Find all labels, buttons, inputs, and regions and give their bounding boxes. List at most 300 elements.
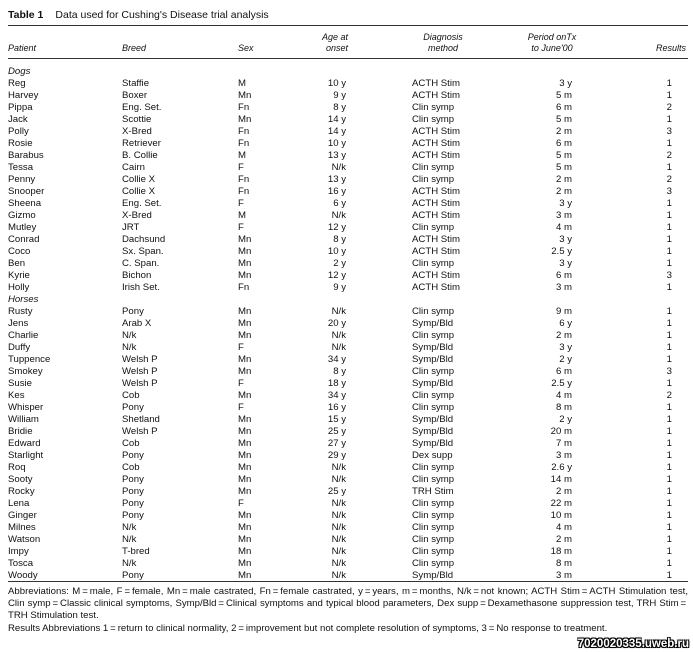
cell-period: 3 y	[559, 342, 572, 353]
cell-results: 1	[666, 402, 672, 413]
cell-patient: Ginger	[8, 510, 37, 521]
cell-age: N/k	[331, 570, 346, 581]
cell-diag: ACTH Stim	[412, 138, 460, 149]
cell-results: 1	[666, 438, 672, 449]
cell-period: 3 m	[556, 570, 572, 581]
cell-breed: Dachsund	[122, 234, 166, 245]
cell-period: 6 y	[559, 318, 572, 329]
cell-sex: Mn	[238, 426, 252, 437]
header-period-line1: Period onTx	[527, 32, 577, 42]
cell-period: 6 m	[556, 102, 572, 113]
cell-period: 2 m	[556, 174, 572, 185]
header-age-line1: Age at	[321, 32, 348, 42]
cell-diag: Clin symp	[412, 402, 455, 413]
cell-results: 1	[666, 330, 672, 341]
cell-period: 2 m	[556, 330, 572, 341]
cell-results: 1	[666, 282, 672, 293]
cell-period: 20 m	[550, 426, 572, 437]
header-period-line2: to June'00	[531, 43, 573, 53]
cell-patient: Holly	[8, 282, 30, 293]
cell-results: 1	[666, 510, 672, 521]
table-row	[0, 546, 693, 558]
cell-sex: Mn	[238, 258, 252, 269]
cell-period: 6 m	[556, 366, 572, 377]
cell-period: 9 m	[556, 306, 572, 317]
cell-sex: Mn	[238, 534, 252, 545]
cell-patient: Tessa	[8, 162, 34, 173]
cell-period: 7 m	[556, 438, 572, 449]
cell-patient: Duffy	[8, 342, 31, 353]
cell-period: 2 y	[559, 354, 572, 365]
cell-age: 8 y	[333, 366, 346, 377]
cell-age: 9 y	[333, 90, 346, 101]
cell-breed: Welsh P	[122, 426, 158, 437]
cell-diag: ACTH Stim	[412, 150, 460, 161]
table-row	[0, 198, 693, 210]
cell-age: 16 y	[327, 402, 346, 413]
cell-sex: Mn	[238, 438, 252, 449]
cell-age: N/k	[331, 510, 346, 521]
cell-sex: Mn	[238, 318, 252, 329]
cell-age: N/k	[331, 462, 346, 473]
cell-age: 25 y	[327, 426, 346, 437]
cell-sex: M	[238, 210, 246, 221]
cell-sex: F	[238, 198, 244, 209]
cell-results: 1	[666, 78, 672, 89]
cell-breed: Irish Set.	[122, 282, 160, 293]
cell-patient: Rusty	[8, 306, 33, 317]
cell-sex: Mn	[238, 486, 252, 497]
cell-patient: Impy	[8, 546, 29, 557]
cell-breed: Collie X	[122, 174, 156, 185]
cell-diag: Symp/Bld	[412, 378, 454, 389]
cell-sex: Mn	[238, 570, 252, 581]
cell-period: 2 m	[556, 534, 572, 545]
header-age-line2: onset	[325, 43, 348, 53]
cell-age: N/k	[331, 558, 346, 569]
cell-period: 5 m	[556, 114, 572, 125]
table-row	[0, 342, 693, 354]
cell-patient: Polly	[8, 126, 29, 137]
table-row	[0, 438, 693, 450]
cell-patient: Edward	[8, 438, 41, 449]
cell-sex: Mn	[238, 546, 252, 557]
cell-age: N/k	[331, 342, 346, 353]
cell-results: 1	[666, 114, 672, 125]
cell-diag: Clin symp	[412, 102, 455, 113]
footnote-results: Results Abbreviations 1 = return to clinical normality, 2 = improvement but not complete resolution of symptoms, 3 = No response to treatment.	[8, 623, 608, 634]
cell-age: 16 y	[327, 186, 346, 197]
cell-patient: Rosie	[8, 138, 33, 149]
cell-diag: Clin symp	[412, 330, 455, 341]
cell-breed: JRT	[122, 222, 140, 233]
cell-breed: N/k	[122, 342, 137, 353]
cell-patient: Susie	[8, 378, 32, 389]
cell-breed: Pony	[122, 498, 144, 509]
cell-patient: Harvey	[8, 90, 39, 101]
cell-age: N/k	[331, 534, 346, 545]
cell-period: 2 y	[559, 414, 572, 425]
table-row	[0, 282, 693, 294]
cell-period: 4 m	[556, 390, 572, 401]
cell-sex: F	[238, 402, 244, 413]
cell-breed: Pony	[122, 474, 144, 485]
cell-age: 29 y	[327, 450, 346, 461]
cell-sex: M	[238, 78, 246, 89]
table-row	[0, 222, 693, 234]
cell-period: 3 y	[559, 198, 572, 209]
cell-diag: ACTH Stim	[412, 186, 460, 197]
cell-results: 2	[666, 174, 672, 185]
cell-age: 27 y	[327, 438, 346, 449]
cell-sex: Fn	[238, 138, 250, 149]
cell-sex: Fn	[238, 126, 250, 137]
cell-results: 1	[666, 474, 672, 485]
cell-patient: Roq	[8, 462, 26, 473]
table-row	[0, 138, 693, 150]
cell-diag: Symp/Bld	[412, 342, 454, 353]
cell-age: 10 y	[327, 138, 346, 149]
cell-patient: Tosca	[8, 558, 34, 569]
cell-breed: N/k	[122, 534, 137, 545]
cell-results: 1	[666, 162, 672, 173]
header-diagnosis-line2: method	[427, 43, 459, 53]
cell-age: N/k	[331, 474, 346, 485]
table-row	[0, 234, 693, 246]
cell-diag: Dex supp	[412, 450, 453, 461]
cell-results: 1	[666, 342, 672, 353]
section-heading	[0, 66, 693, 78]
cell-period: 5 m	[556, 150, 572, 161]
cell-diag: Clin symp	[412, 474, 455, 485]
table-row	[0, 306, 693, 318]
cell-breed: Cob	[122, 438, 140, 449]
cell-period: 3 m	[556, 450, 572, 461]
cell-breed: N/k	[122, 330, 137, 341]
cell-breed: X-Bred	[122, 210, 152, 221]
cell-results: 1	[666, 234, 672, 245]
cell-sex: Mn	[238, 522, 252, 533]
cell-period: 3 y	[559, 234, 572, 245]
cell-age: N/k	[331, 546, 346, 557]
cell-results: 2	[666, 102, 672, 113]
cell-breed: Cairn	[122, 162, 145, 173]
cell-period: 14 m	[550, 474, 572, 485]
header-sex: Sex	[238, 43, 254, 53]
cell-diag: Clin symp	[412, 558, 455, 569]
cell-breed: Eng. Set.	[122, 198, 162, 209]
cell-diag: Clin symp	[412, 546, 455, 557]
cell-sex: Mn	[238, 450, 252, 461]
cell-breed: Pony	[122, 402, 144, 413]
header-period	[510, 32, 594, 54]
cell-age: 10 y	[327, 246, 346, 257]
cell-patient: Jens	[8, 318, 29, 329]
cell-age: 34 y	[327, 390, 346, 401]
cell-results: 1	[666, 222, 672, 233]
cell-sex: Mn	[238, 474, 252, 485]
cell-age: N/k	[331, 306, 346, 317]
cell-period: 2 m	[556, 126, 572, 137]
cell-diag: Symp/Bld	[412, 570, 454, 581]
cell-age: 14 y	[327, 126, 346, 137]
cell-patient: Charlie	[8, 330, 39, 341]
header-rule	[8, 58, 688, 59]
table-row	[0, 78, 693, 90]
cell-patient: Rocky	[8, 486, 35, 497]
cell-results: 1	[666, 462, 672, 473]
cell-results: 1	[666, 198, 672, 209]
header-age	[296, 32, 348, 54]
cell-breed: Scottie	[122, 114, 152, 125]
cell-breed: Shetland	[122, 414, 160, 425]
cell-diag: Clin symp	[412, 390, 455, 401]
cell-patient: Tuppence	[8, 354, 51, 365]
cell-patient: Jack	[8, 114, 28, 125]
cell-diag: Symp/Bld	[412, 426, 454, 437]
table-row	[0, 474, 693, 486]
cell-patient: Barabus	[8, 150, 44, 161]
cell-age: 10 y	[327, 78, 346, 89]
section-heading	[0, 294, 693, 306]
cell-age: 34 y	[327, 354, 346, 365]
cell-patient: Watson	[8, 534, 41, 545]
cell-breed: Sx. Span.	[122, 246, 164, 257]
cell-results: 3	[666, 366, 672, 377]
cell-breed: Boxer	[122, 90, 148, 101]
cell-patient: Reg	[8, 78, 26, 89]
cell-sex: Mn	[238, 330, 252, 341]
cell-diag: ACTH Stim	[412, 126, 460, 137]
cell-patient: Bridie	[8, 426, 33, 437]
cell-sex: F	[238, 498, 244, 509]
section-label: Dogs	[8, 66, 31, 77]
cell-period: 5 m	[556, 90, 572, 101]
cell-results: 1	[666, 426, 672, 437]
cell-breed: Cob	[122, 390, 140, 401]
cell-sex: Fn	[238, 102, 250, 113]
table-label: Table 1	[8, 9, 44, 21]
cell-patient: Lena	[8, 498, 30, 509]
header-results: Results	[655, 43, 686, 53]
cell-diag: Clin symp	[412, 306, 455, 317]
cell-diag: Clin symp	[412, 522, 455, 533]
cell-period: 8 m	[556, 558, 572, 569]
cell-period: 3 y	[559, 258, 572, 269]
cell-results: 1	[666, 378, 672, 389]
cell-diag: Symp/Bld	[412, 414, 454, 425]
cell-breed: Welsh P	[122, 378, 158, 389]
table-row	[0, 366, 693, 378]
cell-results: 1	[666, 546, 672, 557]
cell-breed: Welsh P	[122, 354, 158, 365]
cell-sex: M	[238, 150, 246, 161]
cell-age: 6 y	[333, 198, 346, 209]
bottom-rule	[8, 581, 688, 582]
cell-patient: Gizmo	[8, 210, 36, 221]
cell-period: 3 y	[559, 78, 572, 89]
cell-patient: Ben	[8, 258, 26, 269]
table-row	[0, 426, 693, 438]
cell-results: 1	[666, 306, 672, 317]
cell-sex: Fn	[238, 282, 250, 293]
cell-sex: Fn	[238, 186, 250, 197]
cell-breed: Pony	[122, 510, 144, 521]
cell-sex: Mn	[238, 510, 252, 521]
cell-diag: Clin symp	[412, 174, 455, 185]
cell-diag: Clin symp	[412, 258, 455, 269]
cell-diag: Clin symp	[412, 510, 455, 521]
cell-diag: ACTH Stim	[412, 234, 460, 245]
cell-diag: Clin symp	[412, 366, 455, 377]
table-row	[0, 354, 693, 366]
cell-results: 1	[666, 522, 672, 533]
cell-breed: Welsh P	[122, 366, 158, 377]
cell-breed: Bichon	[122, 270, 152, 281]
cell-diag: ACTH Stim	[412, 246, 460, 257]
table-row	[0, 318, 693, 330]
cell-breed: Pony	[122, 450, 144, 461]
cell-results: 1	[666, 354, 672, 365]
table-row	[0, 210, 693, 222]
header-diagnosis	[404, 32, 482, 54]
cell-diag: Clin symp	[412, 222, 455, 233]
table-row	[0, 402, 693, 414]
header-patient: Patient	[8, 43, 37, 53]
cell-period: 4 m	[556, 222, 572, 233]
cell-period: 3 m	[556, 210, 572, 221]
cell-patient: Conrad	[8, 234, 40, 245]
cell-age: 8 y	[333, 102, 346, 113]
cell-sex: Mn	[238, 114, 252, 125]
cell-breed: C. Span.	[122, 258, 160, 269]
cell-age: 9 y	[333, 282, 346, 293]
cell-age: N/k	[331, 210, 346, 221]
cell-sex: Mn	[238, 90, 252, 101]
watermark: 7020020335.uweb.ru	[577, 638, 689, 650]
cell-diag: Clin symp	[412, 534, 455, 545]
cell-diag: ACTH Stim	[412, 198, 460, 209]
header-breed: Breed	[122, 43, 147, 53]
cell-diag: ACTH Stim	[412, 90, 460, 101]
cell-age: 12 y	[327, 222, 346, 233]
cell-sex: F	[238, 222, 244, 233]
table-row	[0, 486, 693, 498]
cell-results: 1	[666, 570, 672, 581]
cell-sex: Mn	[238, 558, 252, 569]
cell-diag: ACTH Stim	[412, 78, 460, 89]
cell-age: 12 y	[327, 270, 346, 281]
cell-diag: Symp/Bld	[412, 354, 454, 365]
cell-patient: Woody	[8, 570, 38, 581]
cell-patient: Kes	[8, 390, 25, 401]
cell-sex: Mn	[238, 246, 252, 257]
cell-period: 2.6 y	[551, 462, 572, 473]
cell-period: 18 m	[550, 546, 572, 557]
cell-age: 25 y	[327, 486, 346, 497]
cell-breed: Retriever	[122, 138, 161, 149]
cell-breed: Pony	[122, 570, 144, 581]
cell-breed: Pony	[122, 306, 144, 317]
cell-patient: Pippa	[8, 102, 33, 113]
cell-sex: F	[238, 162, 244, 173]
cell-results: 1	[666, 210, 672, 221]
cell-breed: Pony	[122, 486, 144, 497]
cell-results: 2	[666, 150, 672, 161]
cell-results: 1	[666, 258, 672, 269]
cell-patient: Penny	[8, 174, 36, 185]
cell-period: 8 m	[556, 402, 572, 413]
table-row	[0, 450, 693, 462]
cell-diag: Clin symp	[412, 462, 455, 473]
cell-period: 10 m	[550, 510, 572, 521]
cell-results: 1	[666, 414, 672, 425]
cell-breed: T-bred	[122, 546, 150, 557]
cell-diag: Clin symp	[412, 498, 455, 509]
footnote-abbreviations: Abbreviations: M = male, F = female, Mn = male castrated, Fn = female castrated, y = years, m = months, N/k = not known; ACTH Stim = ACTH Stimulation test, Clin symp = Classic clinical symptoms, Symp/Bld = Clinical symptoms and typical blood parameters, Dex supp = Dexamethasone suppression test, TRH Stim = TRH Stimulation test.	[8, 586, 688, 621]
cell-age: N/k	[331, 330, 346, 341]
table-row	[0, 258, 693, 270]
cell-breed: Staffie	[122, 78, 150, 89]
cell-results: 1	[666, 318, 672, 329]
cell-patient: Whisper	[8, 402, 44, 413]
cell-patient: Sheena	[8, 198, 42, 209]
cell-results: 1	[666, 90, 672, 101]
cell-diag: Symp/Bld	[412, 318, 454, 329]
cell-patient: Snooper	[8, 186, 45, 197]
table-row	[0, 462, 693, 474]
cell-period: 6 m	[556, 270, 572, 281]
cell-breed: X-Bred	[122, 126, 152, 137]
cell-age: N/k	[331, 498, 346, 509]
cell-sex: Mn	[238, 414, 252, 425]
cell-diag: ACTH Stim	[412, 270, 460, 281]
cell-period: 2 m	[556, 486, 572, 497]
table-row	[0, 162, 693, 174]
cell-results: 1	[666, 534, 672, 545]
cell-results: 2	[666, 390, 672, 401]
cell-breed: Eng. Set.	[122, 102, 162, 113]
cell-period: 6 m	[556, 138, 572, 149]
section-label: Horses	[8, 294, 39, 305]
cell-period: 2.5 y	[551, 378, 572, 389]
cell-sex: Mn	[238, 306, 252, 317]
cell-results: 3	[666, 126, 672, 137]
table-row	[0, 174, 693, 186]
cell-results: 1	[666, 498, 672, 509]
cell-period: 22 m	[550, 498, 572, 509]
cell-patient: Starlight	[8, 450, 44, 461]
cell-period: 4 m	[556, 522, 572, 533]
cell-diag: Clin symp	[412, 114, 455, 125]
cell-sex: Fn	[238, 174, 250, 185]
cell-sex: F	[238, 378, 244, 389]
table-row	[0, 522, 693, 534]
cell-patient: Milnes	[8, 522, 36, 533]
table-title	[8, 9, 269, 21]
cell-age: 18 y	[327, 378, 346, 389]
cell-age: 8 y	[333, 234, 346, 245]
cell-results: 3	[666, 186, 672, 197]
table-row	[0, 534, 693, 546]
cell-period: 5 m	[556, 162, 572, 173]
cell-period: 3 m	[556, 282, 572, 293]
cell-breed: N/k	[122, 522, 137, 533]
top-rule	[8, 25, 688, 26]
cell-sex: Mn	[238, 462, 252, 473]
cell-age: 15 y	[327, 414, 346, 425]
table-row	[0, 330, 693, 342]
